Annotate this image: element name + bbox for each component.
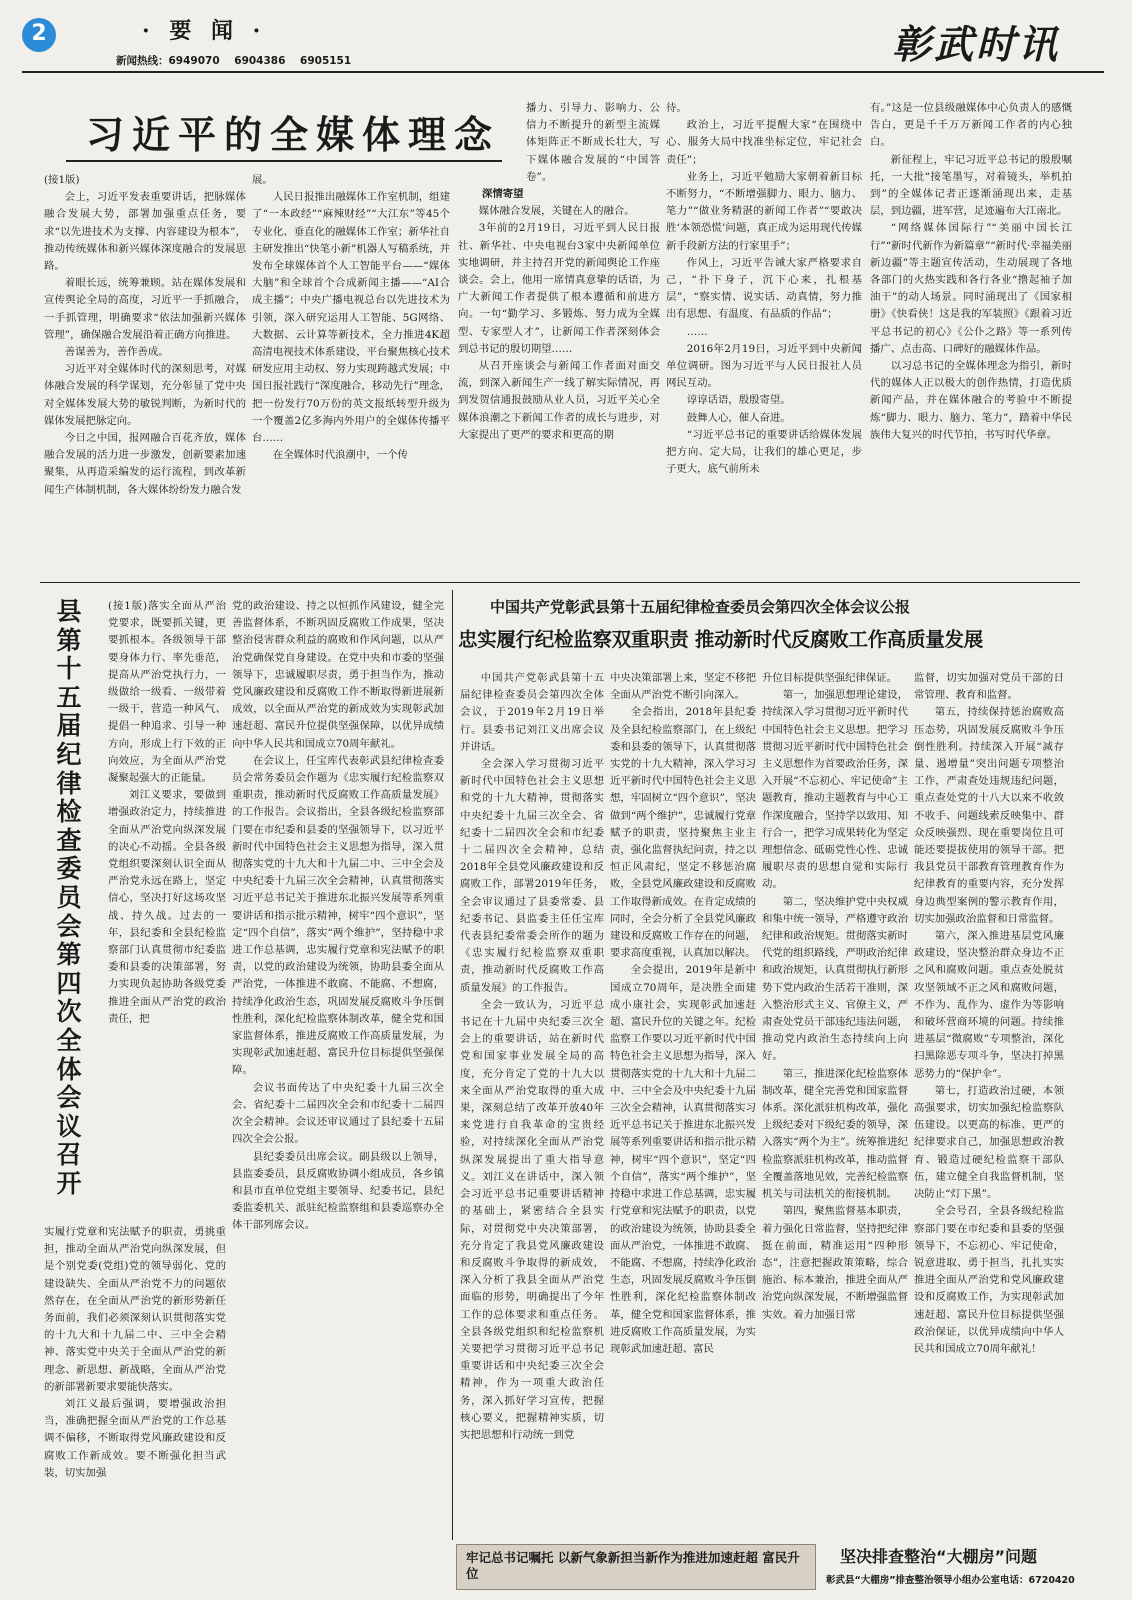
subhead: 深情寄望	[482, 188, 524, 201]
paragraph: 升位目标提供坚强纪律保证。	[762, 672, 898, 684]
section-divider	[40, 582, 1080, 583]
paragraph: 谆谆话语，殷殷寄望。	[686, 394, 791, 407]
paragraph: ……	[686, 325, 708, 338]
report-kicker: 中国共产党彰武县第十五届纪律检查委员会第四次全体会议公报	[490, 598, 911, 616]
vertical-article-title: 县第十五届纪律检查委员会第四次全体会议召开	[56, 597, 82, 1198]
paragraph: 县纪委委员出席会议。副县级以上领导，县监委委员，县反腐败协调小组成员，各乡镇和县市直单位党组主要领导、纪委书记，县纪委监委机关、派驻纪检监察组和县委巡察办全体干部列席会议。	[232, 1150, 444, 1232]
paragraph: 着眼长远，统筹兼顾。站在媒体发展和宣传舆论全局的高度，习近平一手抓融合，一手抓管理，明确要求“依法加强新兴媒体管理”，确保融合发展沿着正确方向推进。	[44, 277, 246, 341]
paragraph: 第七，打造政治过硬，本领高强要求，切实加强纪检监察队伍建设。以更高的标准、更严的纪律要求自己，加强思想政治教育、锻造过硬纪检监察干部队伍，建立健全自我监督机制，坚决防止“灯下黑”。	[914, 1084, 1064, 1201]
slogan-text: 牢记总书记嘱托 以新气象新担当新作为推进加速赶超 富民升位	[466, 1550, 800, 1581]
paragraph: 全会深入学习贯彻习近平新时代中国特色社会主义思想和党的十九大精神，贯彻落实中央纪委十九届三次全会、省纪委十二届四次全会和市纪委十二届四次全会精神，总结2018年全县党风廉政建设和反腐败工作，部署2019年任务，全会审议通过了县委常委、县纪委书记、县监委主任任宝库代表县纪委常委会所作的题为《忠实履行纪检监察双重职责，推动新时代反腐败工作高质量发展》的工作报告。	[460, 758, 604, 994]
notice-subtitle: 彰武县“大棚房”排查整治领导小组办公室电话：6720420	[826, 1575, 1075, 1586]
title-underline	[66, 160, 502, 162]
section-name: · 要 闻 ·	[142, 18, 267, 44]
paragraph: 播力、引导力、影响力、公信力不断提升的新型主流媒体矩阵正不断成长壮大，写下媒体融合发展的“中国答卷”。	[526, 102, 660, 183]
report-headline: 忠实履行纪检监察双重职责 推动新时代反腐败工作高质量发展	[458, 628, 983, 651]
paragraph: 中央决策部署上来，坚定不移把全面从严治党不断引向深入。	[610, 672, 756, 702]
paragraph: 在全媒体时代浪潮中，一个传	[272, 449, 408, 462]
paragraph: 3年前的2月19日，习近平到人民日报社、新华社、中央电视台3家中央新闻单位实地调研，并主持召开党的新闻舆论工作座谈会。会上，他用一席情真意挚的话语，为广大新闻工作者提供了根本遵循和前进方向。一句“勤学习、多锻炼、努力成为全媒型、专家型人才”，让新闻工作者深刻体会到总书记的殷切期望……	[458, 222, 660, 355]
paragraph: 今日之中国，报网融合百花齐放，媒体融合发展的活力进一步激发，创新要素加速聚集，从再造采编发的运行流程，到改革新闻生产体制机制，各大媒体纷纷发力融合发	[44, 432, 246, 496]
top-col-5	[870, 100, 1072, 577]
paragraph: 有。”这是一位县级融媒体中心负责人的感慨告白，更是千千万万新闻工作者的内心独白。	[870, 102, 1072, 149]
paragraph: 党的政治建设、持之以恒抓作风建设，健全完善监督体系，不断巩固反腐败工作成果，坚决整治侵害群众利益的腐败和作风问题，以从严治党确保党自身建设。在党中央和市委的坚强领导下，忠诚履职尽责，勇于担当作为，推动党风廉政建设和反腐败工作不断取得新进展新成效，以全面从严治党的新成效为实现彰武加速赶超、富民升位提供坚强保障，以优异成绩向中华人民共和国成立70周年献礼。	[232, 600, 444, 750]
top-col-1	[44, 172, 246, 577]
paragraph: 新征程上，牢记习近平总书记的殷殷嘱托，一大批“接笔墨写，对着镜头，举机拍到”的全媒体记者正逐渐涌现出来，走基层，到边疆，进军营，足迹遍布大江南北。	[870, 153, 1072, 218]
paragraph: 第二，坚决维护党中央权威和集中统一领导，严格遵守政治纪律和政治规矩。贯彻落实新时代党的组织路线，严明政治纪律和政治规矩，认真贯彻执行新形势下党内政治生活若干准则，深入整治形式主义、官僚主义，严肃查处党员干部违纪违法问题，推动党内政治生态持续向上向好。	[762, 895, 908, 1063]
report-col-2	[610, 670, 756, 1538]
paragraph: 全会一致认为，习近平总书记在十九届中央纪委三次全会上的重要讲话，站在新时代党和国家事业发展全局的高度，充分肯定了党的十九大以来全面从严治党取得的重大成果，深刻总结了改革开放40年来党进行自我革命的宝贵经验，对持续深化全面从严治党纵深发展提出了重大指导意义。刘江义在讲话中，深入领会习近平总书记重要讲话精神的基础上，紧密结合全县实际，对贯彻党中央决策部署，充分肯定了我县党风廉政建设和反腐败斗争取得的新成效，深入分析了我县全面从严治党面临的形势，明确提出了今年工作的总体要求和重点任务。全县各级党组织和纪检监察机关要把学习贯彻习近平总书记重要讲话和中央纪委三次全会精神，作为一项重大政治任务，深入抓好学习宣传，把握核心要义，把握精神实质，切实把思想和行动统一到党	[460, 998, 604, 1441]
paragraph: 全会号召，全县各级纪检监察部门要在市纪委和县委的坚强领导下，不忘初心、牢记使命，锐意进取、勇于担当，扎扎实实推进全面从严治党和党风廉政建设和反腐败工作，为实现彰武加速赶超、富民升位目标提供坚强政治保证，以优异成绩向中华人民共和国成立70周年献礼！	[914, 1205, 1064, 1355]
paragraph: 会议书面传达了中央纪委十九届三次全会、省纪委十二届四次全会和市纪委十二届四次全会精神。会议还审议通过了县纪委十五届四次全会公报。	[232, 1081, 444, 1146]
masthead-rule	[22, 71, 1104, 73]
news-hotline: 新闻热线：6949070 6904386 6905151	[116, 55, 352, 67]
vertical-col-2	[232, 598, 444, 1598]
paragraph: “习近平总书记的重要讲话给媒体发展把方向、定大局，让我们的雄心更足，步子更大，底气前所未	[666, 428, 862, 476]
paragraph: 展。	[252, 174, 273, 186]
photo-caption: 2016年2月19日，习近平到中央新闻单位调研。图为习近平与人民日报社人员网民互动。	[666, 342, 862, 390]
paragraph: 善谋善为，善作善成。	[64, 346, 169, 359]
paragraph: 媒体融合发展，关键在人的融合。	[478, 205, 635, 218]
paragraph: 作风上，习近平告诫大家严格要求自己，“扑下身子，沉下心来，扎根基层”，“察实情、说实话、动真情，努力推出有思想、有温度、有品质的作品”；	[666, 256, 862, 321]
paper-name: 彰武时讯	[892, 22, 1061, 68]
paragraph: 习近平对全媒体时代的深刻思考，对媒体融合发展的科学谋划，充分彰显了党中央对全媒体发展大势的敏锐判断，为新时代的媒体发展把脉定向。	[44, 363, 246, 427]
paragraph: 第五，持续保持惩治腐败高压态势，巩固发展反腐败斗争压倒性胜利。持续深入开展“减存量、遏增量”突出问题专项整治工作，严肃查处违规违纪问题，重点查处党的十八大以来不收敛不收手、问题线索反映集中、群众反映强烈、现在重要岗位且可能还要提拔使用的领导干部。把我县党员干部教育管理教育作为纪律教育的重要内容，充分发挥身边典型案例的警示教育作用，切实加强政治监督和日常监督。	[914, 706, 1064, 925]
vertical-col-1	[108, 598, 226, 1220]
notice-title: 坚决排查整治“大棚房”问题	[840, 1547, 1038, 1566]
vertical-col-bottom	[44, 1224, 226, 1594]
paragraph: 第六，深入推进基层党风廉政建设，坚决整治群众身边不正之风和腐败问题。重点查处脱贫攻坚领域不正之风和腐败问题，不作为、乱作为、虚作为等影响和破坏营商环境的问题。持续推进基层“微腐败”专项整治，深化扫黑除恶专项斗争，坚决打掉黑恶势力的“保护伞”。	[914, 930, 1064, 1080]
paragraph: “网络媒体国际行”“美丽中国长江行”“新时代新作为新篇章”“新时代·幸福美丽新边疆”等主题宣传活动，生动展现了各地各部门的火热实践和各行各业“撸起袖子加油干”的动人场景。同时涌现出了《国家相册》《快看侠！这是我的军装照》《跟着习近平总书记的初心》《公仆之路》等一系列传播广、点击高、口碑好的融媒体作品。	[870, 222, 1072, 355]
paragraph: 全会指出，2018年县纪委及全县纪检监察部门，在上级纪委和县委的领导下，认真贯彻落实党的十九大精神，深入学习习近平新时代中国特色社会主义思想，牢固树立“四个意识”，坚决做到“两个维护”，忠诚履行党章赋予的职责，坚持聚焦主业主责，强化监督执纪问责，持之以恒正风肃纪，坚定不移惩治腐败，全县党风廉政建设和反腐败工作取得新成效。在肯定成绩的同时，全会分析了全县党风廉政建设和反腐败工作存在的问题，要求高度重视，认真加以解决。	[610, 706, 756, 960]
paragraph: 第三，推进深化纪检监察体制改革，健全完善党和国家监督体系。深化派驻机构改革，强化上级纪委对下级纪委的领导，深入落实“两个为主”。统筹推进纪检监察派驻机构改革，推动监督全覆盖落地见效，完善纪检监察机关与司法机关的衔接机制。	[762, 1067, 908, 1201]
paragraph: 在会议上，任宝库代表彰武县纪律检查委员会常务委员会作题为《忠实履行纪检监察双重职责，推动新时代反腐败工作高质量发展》的工作报告。会议指出，全县各级纪检监察部门要在市纪委和县委的坚强领导下，以习近平新时代中国特色社会主义思想为指导，深入贯彻落实党的十九大和十九届二中、三中全会及中央纪委十九届三次全会精神，认真贯彻落实习近平总书记关于推进东北振兴发展等系列重要讲话和指示批示精神，树牢“四个意识”，坚定“四个自信”，落实“两个维护”，坚持稳中求进工作总基调，忠实履行党章和宪法赋予的职责，以党的政治建设为统领，协助县委全面从严治党，一体推进不敢腐、不能腐、不想腐，持续净化政治生态，巩固发展反腐败斗争压倒性胜利，深化纪检监察体制改革，健全党和国家监督体系，推进反腐败工作高质量发展，为实现彰武加速赶超、富民升位目标提供坚强保障。	[232, 754, 444, 1077]
paragraph: 政治上，习近平提醒大家“在围绕中心、服务大局中找准坐标定位，牢记社会责任”；	[666, 119, 862, 166]
paragraph: 第四，聚焦监督基本职责，着力强化日常监督，坚持把纪律挺在前面，精准运用“四种形态”，注意把握政策策略，综合施治、标本兼治，推进全面从严治党向纵深发展，不断增强监督实效。着力加强日常	[762, 1205, 908, 1321]
paragraph: 以习总书记的全媒体理念为指引，新时代的媒体人正以极大的创作热情，打造优质新闻产品，并在媒体融合的考验中不断提炼“脚力、眼力、脑力、笔力”，踏着中华民族伟大复兴的时代节拍，书写时代华章。	[870, 360, 1072, 441]
paragraph: (接1版)	[44, 174, 80, 186]
paragraph: 刘江义最后强调，要增强政治担当，准确把握全面从严治党的工作总基调不偏移，不断取得党风廉政建设和反腐败工作新成效。要不断强化担当武装，切实加强	[44, 1398, 226, 1479]
paragraph: 待。	[666, 102, 687, 114]
article-title: 习近平的全媒体理念	[86, 113, 501, 157]
page-number: 2	[31, 21, 47, 46]
paragraph: 刘江义要求，要做到增强政治定力，持续推进全面从严治党向纵深发展的决心不动摇。全县各级党组织要深刻认识全面从严治党永远在路上，坚定信心，坚决打好这场攻坚战、持久战。过去的一年，县纪委和全县纪检监察部门认真贯彻市纪委监委和县委的决策部署，努力实现负起协助各级党委推进全面从严治党的政治责任，把	[108, 789, 226, 1025]
paragraph: 中国共产党彰武县第十五届纪律检查委员会第四次全体会议，于2019年2月19日举行。县委书记刘江义出席会议并讲话。	[460, 672, 604, 753]
report-col-3	[762, 670, 908, 1538]
paragraph: 会上，习近平发表重要讲话，把脉媒体融合发展大势，部署加强重点任务，要求“以先进技术为支撑、内容建设为根本”，推动传统媒体和新兴媒体深度融合的发展思路。	[44, 191, 246, 273]
report-col-4	[914, 670, 1064, 1538]
paragraph: 从召开座谈会与新闻工作者面对面交流，到深入新闻生产一线了解实际情况，再到发贺信通报鼓励从业人员，习近平关心全媒体浪潮之下新闻工作者的成长与进步，对大家提出了更严的要求和更高的期	[458, 360, 660, 441]
paragraph: 第一，加强思想理论建设，持续深入学习贯彻习近平新时代中国特色社会主义思想。把学习贯彻习近平新时代中国特色社会主义思想作为首要政治任务，深入开展“不忘初心、牢记使命”主题教育，推动主题教育与中心工作深度融合，坚持学以致用、知行合一，把学习成果转化为坚定理想信念、砥砺党性心性、忠诚履职尽责的思想自觉和实际行动。	[762, 689, 908, 891]
report-col-1	[460, 670, 604, 1538]
paragraph: 实履行党章和宪法赋予的职责，勇挑重担，推动全面从严治党向纵深发展，但是个别党委(党组)党的领导弱化、党的建设缺失、全面从严治党不力的问题依然存在，在全面从严治党的新形势新任务面前，我们必须深刻认识贯彻落实党的十九大和十九届二中、三中全会精神、落实党中央关于全面从严治党的新理念、新思想、新战略，全面从严治党的新部署新要求要能快落实。	[44, 1226, 226, 1393]
top-col-4	[666, 100, 862, 577]
top-col-2	[252, 172, 450, 577]
paragraph: 全会提出，2019年是新中国成立70周年，是决胜全面建成小康社会，实现彰武加速赶超、富民升位的关键之年。纪检监察工作要以习近平新时代中国特色社会主义思想为指导，深入贯彻落实党的十九大和十九届二中、三中全会及中央纪委十九届三次全会精神，认真贯彻落实习近平总书记关于推进东北振兴发展等系列重要讲话和指示批示精神，树牢“四个意识”，坚定“四个自信”，落实“两个维护”，坚持稳中求进工作总基调，忠实履行党章和宪法赋予的职责，以党的政治建设为统领，协助县委全面从严治党，一体推进不敢腐、不能腐、不想腐，持续净化政治生态，巩固发展反腐败斗争压倒性胜利，深化纪检监察体制改革，健全党和国家监督体系，推进反腐败工作高质量发展，为实现彰武加速赶超、富民	[610, 964, 756, 1355]
paragraph: 鼓舞人心，催人奋进。	[686, 411, 791, 424]
paragraph: (接1版)落实全面从严治党要求，既要抓关键，更要抓根本。各级领导干部要身体力行、率先垂范，提高从严治党执行力，一级做给一级看、一级带着一级干，营造一种风气、提倡一种追求、引导一种方向，形成上行下效的正向效应，为全面从严治党凝聚起强大的正能量。	[108, 600, 226, 785]
top-col-3	[458, 100, 660, 577]
paragraph: 业务上，习近平勉励大家朝着新目标不断努力，“不断增强脚力、眼力、脑力、笔力”“做业务精湛的新闻工作者”“要敢决胜‘本领恐慌’问题，真正成为运用现代传媒新手段新方法的行家里手”；	[666, 170, 862, 252]
paragraph: 人民日报推出融媒体工作室机制，组建了“一本政经”“麻辣财经”“大江东”等45个专业化、垂直化的融媒体工作室；新华社自主研发推出“快笔小新”机器人写稿系统，并发布全球媒体首个人工智能平台——“媒体大脑”和全球首个合成新闻主播——“AI合成主播”；中央广播电视总台以先进技术为引领，深入研究运用人工智能、5G网络、大数据、云计算等新技术，全力推进4K超高清电视技术体系建设，平台聚焦核心技术研发应用主动权、努力实现跨越式发展；中国日报社践行“深度融合，移动先行”理念，把一份发行70万份的英文报纸转型升级为一个覆盖2亿多海内外用户的全媒体传播平台……	[252, 191, 450, 445]
paragraph: 监督，切实加强对党员干部的日常管理、教育和监督。	[914, 672, 1064, 702]
column-divider	[452, 590, 453, 1540]
